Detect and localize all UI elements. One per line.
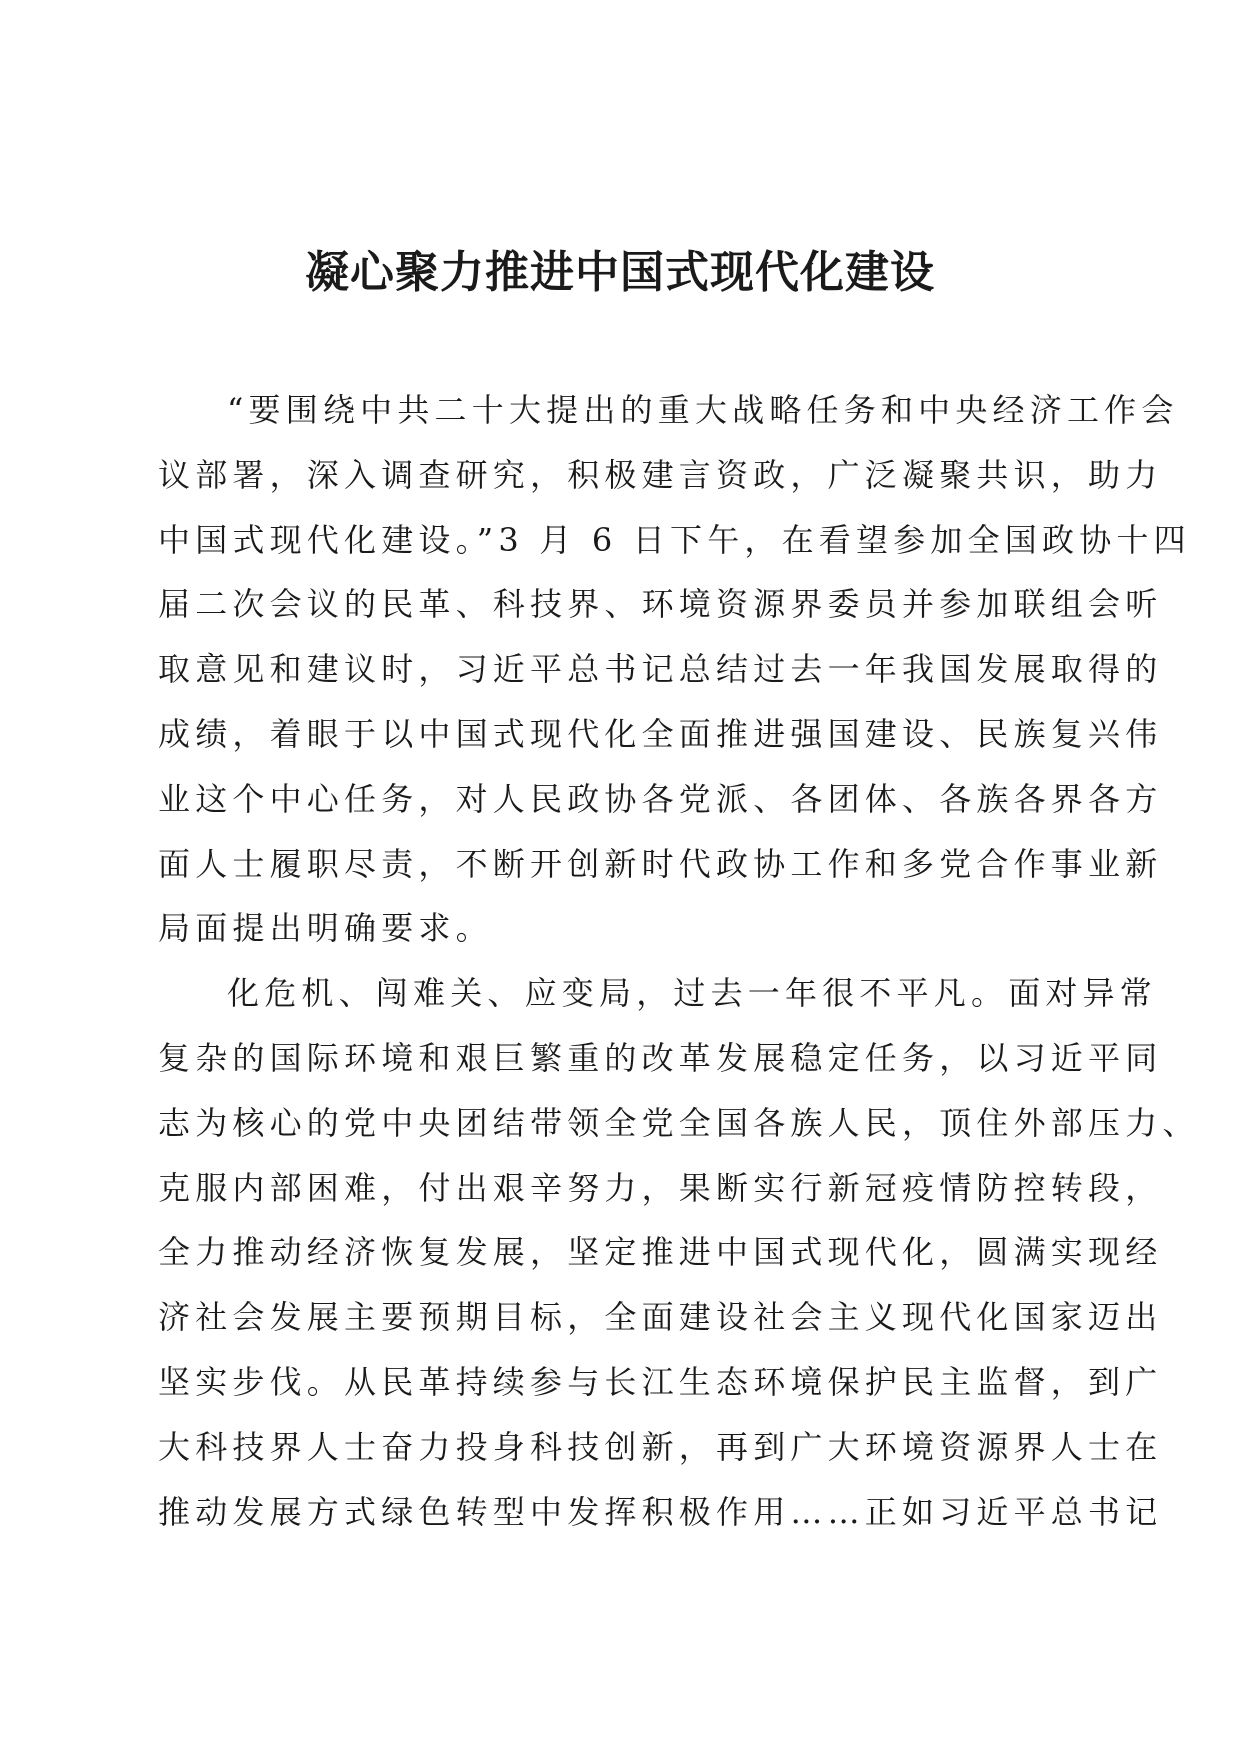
paragraph-2-line-7: 坚实步伐。从民革持续参与长江生态环境保护民主监督，到广 bbox=[158, 1362, 1163, 1401]
paragraph-2-line-8: 大科技界人士奋力投身科技创新，再到广大环境资源界人士在 bbox=[158, 1427, 1163, 1466]
document-body bbox=[158, 378, 1200, 1544]
paragraph-2-line-4: 克服内部困难，付出艰辛努力，果断实行新冠疫情防控转段， bbox=[158, 1168, 1163, 1207]
paragraph-1-line-7: 业这个中心任务，对人民政协各党派、各团体、各族各界各方 bbox=[158, 779, 1163, 818]
paragraph-2-line-3: 志为核心的党中央团结带领全党全国各族人民，顶住外部压力、 bbox=[158, 1103, 1200, 1142]
paragraph-1-line-4: 届二次会议的民革、科技界、环境资源界委员并参加联组会听 bbox=[158, 585, 1163, 624]
paragraph-1-line-3: 中国式现代化建设。”3 月 6 日下午，在看望参加全国政协十四 bbox=[158, 520, 1191, 559]
paragraph-2-line-5: 全力推动经济恢复发展，坚定推进中国式现代化，圆满实现经 bbox=[158, 1233, 1163, 1272]
paragraph-2-line-2: 复杂的国际环境和艰巨繁重的改革发展稳定任务，以习近平同 bbox=[158, 1038, 1163, 1077]
document-title: 凝心聚力推进中国式现代化建设 bbox=[305, 247, 935, 298]
paragraph-1-line-6: 成绩，着眼于以中国式现代化全面推进强国建设、民族复兴伟 bbox=[158, 714, 1163, 753]
paragraph-2-line-6: 济社会发展主要预期目标，全面建设社会主义现代化国家迈出 bbox=[158, 1298, 1163, 1337]
paragraph-1-line-2: 议部署，深入调查研究，积极建言资政，广泛凝聚共识，助力 bbox=[158, 455, 1163, 494]
paragraph-1-line-1: “要围绕中共二十大提出的重大战略任务和中央经济工作会 bbox=[227, 391, 1179, 429]
paragraph-2-line-9: 推动发展方式绿色转型中发挥积极作用……正如习近平总书记 bbox=[158, 1492, 1163, 1531]
paragraph-2-line-1: 化危机、闯难关、应变局，过去一年很不平凡。面对异常 bbox=[227, 974, 1158, 1013]
paragraph-1-line-9: 局面提出明确要求。 bbox=[158, 909, 493, 948]
paragraph-1-line-8: 面人士履职尽责，不断开创新时代政协工作和多党合作事业新 bbox=[158, 844, 1163, 883]
paragraph-1-line-5: 取意见和建议时，习近平总书记总结过去一年我国发展取得的 bbox=[158, 650, 1163, 689]
